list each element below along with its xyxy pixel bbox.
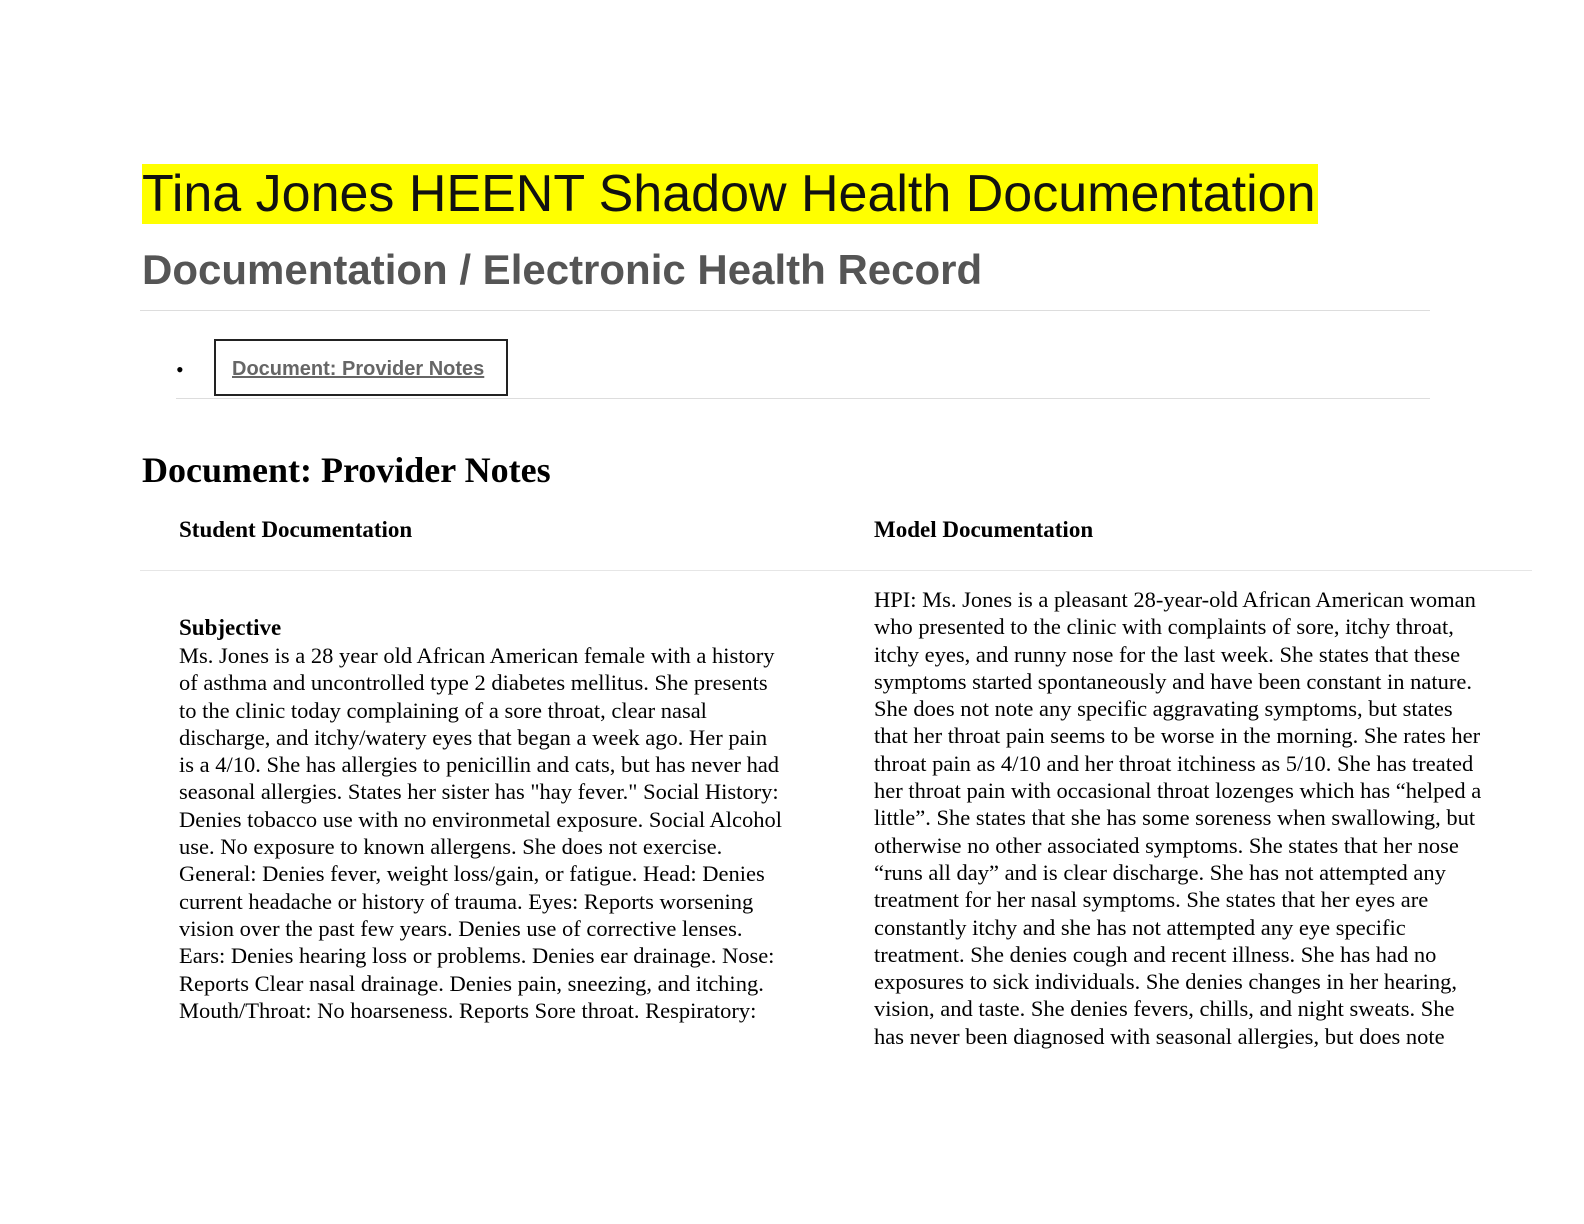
text-line: of asthma and uncontrolled type 2 diabetes mellitus. She presents xyxy=(179,670,768,696)
document-title: Tina Jones HEENT Shadow Health Documentation xyxy=(142,165,1316,223)
text-line: Reports Clear nasal drainage. Denies pain, sneezing, and itching. xyxy=(179,970,764,996)
ehr-heading: Documentation / Electronic Health Record xyxy=(142,246,983,293)
text-line: who presented to the clinic with complaints of sore, itchy throat, xyxy=(874,614,1454,640)
text-line: use. No exposure to known allergens. She does not exercise. xyxy=(179,834,723,860)
text-line: her throat pain with occasional throat lozenges which has “helped a xyxy=(874,778,1482,804)
text-line: throat pain as 4/10 and her throat itchiness as 5/10. She has treated xyxy=(874,750,1474,776)
text-line: itchy eyes, and runny nose for the last week. She states that these xyxy=(874,641,1461,667)
text-line: constantly itchy and she has not attempted any eye specific xyxy=(874,914,1406,940)
text-line: Mouth/Throat: No hoarseness. Reports Sore throat. Respiratory: xyxy=(179,997,757,1023)
text-line: to the clinic today complaining of a sore throat, clear nasal xyxy=(179,697,707,723)
text-line: has never been diagnosed with seasonal allergies, but does note xyxy=(874,1023,1445,1049)
text-line: HPI: Ms. Jones is a pleasant 28-year-old African American woman xyxy=(874,587,1476,612)
section-heading: Document: Provider Notes xyxy=(142,450,551,490)
text-line: General: Denies fever, weight loss/gain, or fatigue. Head: Denies xyxy=(179,861,765,887)
model-documentation-text xyxy=(874,586,1481,1050)
text-line: seasonal allergies. States her sister has "hay fever." Social History: xyxy=(179,779,779,805)
text-line: discharge, and itchy/watery eyes that began a week ago. Her pain xyxy=(179,724,768,750)
text-line: treatment. She denies cough and recent illness. She has had no xyxy=(874,941,1437,967)
text-line: exposures to sick individuals. She denies changes in her hearing, xyxy=(874,969,1457,995)
text-line: vision over the past few years. Denies use of corrective lenses. xyxy=(179,915,743,941)
columns-divider xyxy=(140,570,1532,571)
text-line: treatment for her nasal symptoms. She states that her eyes are xyxy=(874,887,1429,913)
text-line: that her throat pain seems to be worse in the morning. She rates her xyxy=(874,723,1481,749)
model-documentation-heading: Model Documentation xyxy=(874,517,1094,542)
text-line: “runs all day” and is clear discharge. She has not attempted any xyxy=(874,859,1446,885)
tab-provider-notes[interactable] xyxy=(214,339,508,396)
tab-provider-notes-link[interactable]: Document: Provider Notes xyxy=(232,358,485,380)
text-line: Ears: Denies hearing loss or problems. Denies ear drainage. Nose: xyxy=(179,943,775,969)
header-divider xyxy=(140,310,1430,311)
tab-bar-divider xyxy=(176,398,1430,399)
text-line: She does not note any specific aggravating symptoms, but states xyxy=(874,696,1453,722)
text-line: is a 4/10. She has allergies to penicillin and cats, but has never had xyxy=(179,752,780,778)
tab-bullet-icon: • xyxy=(176,357,184,382)
text-line: vision, and taste. She denies fevers, chills, and night sweats. She xyxy=(874,996,1455,1022)
text-line: current headache or history of trauma. Eyes: Reports worsening xyxy=(179,888,754,914)
student-documentation-text xyxy=(179,642,782,1024)
text-line: little”. She states that she has some soreness when swallowing, but xyxy=(874,805,1476,831)
student-documentation-heading: Student Documentation xyxy=(179,517,413,542)
text-line: Ms. Jones is a 28 year old African American female with a history xyxy=(179,643,775,668)
text-line: symptoms started spontaneously and have been constant in nature. xyxy=(874,668,1472,694)
text-line: otherwise no other associated symptoms. She states that her nose xyxy=(874,832,1459,858)
text-line: Denies tobacco use with no environmetal exposure. Social Alcohol xyxy=(179,806,782,832)
subjective-heading: Subjective xyxy=(179,615,282,640)
